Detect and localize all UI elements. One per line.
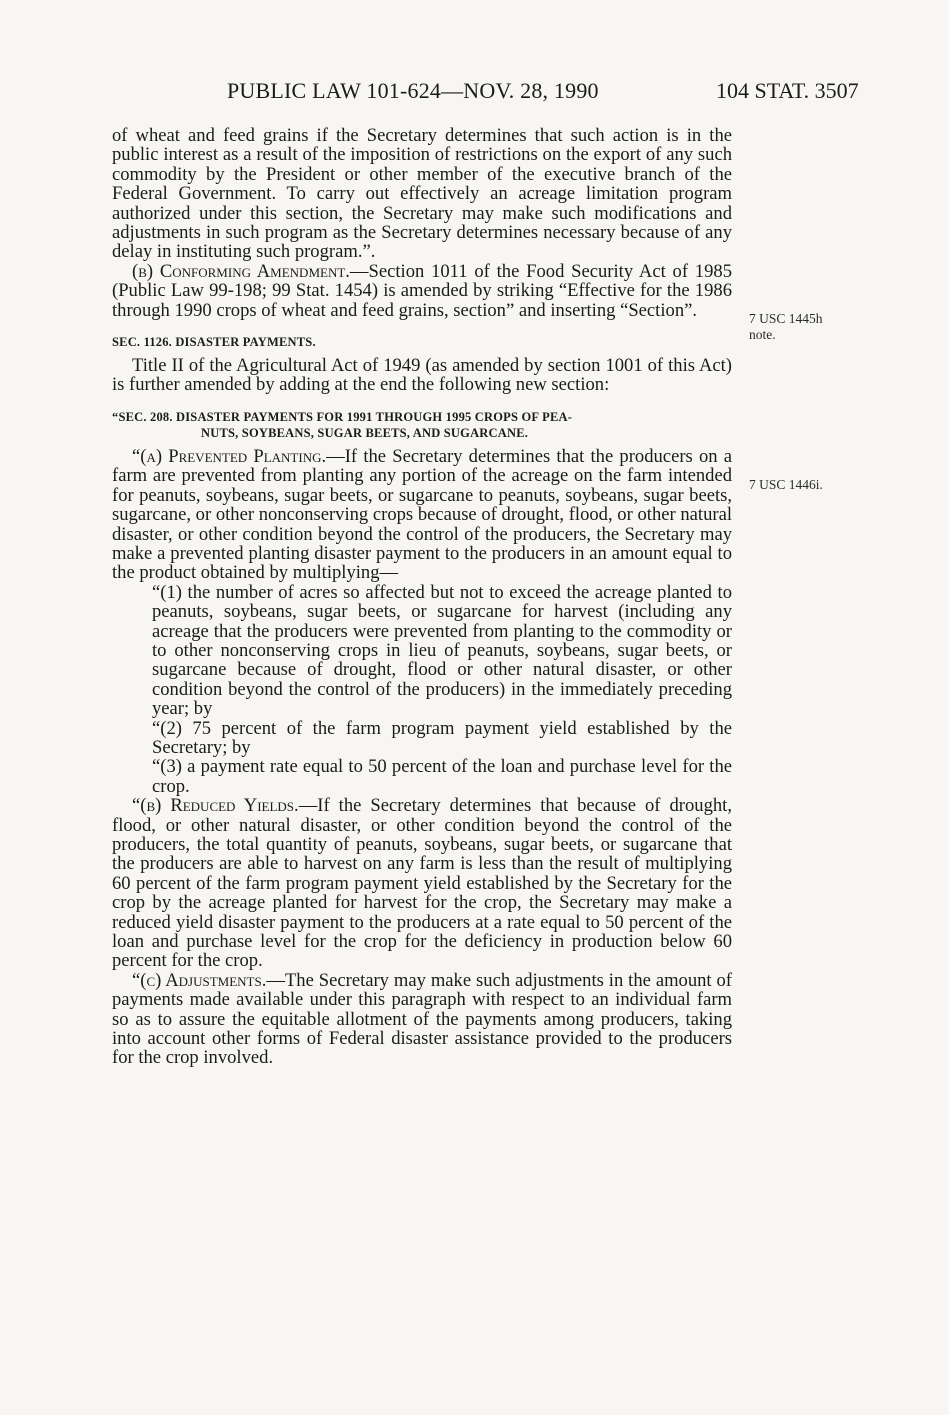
paragraph-item-2: “(2) 75 percent of the farm program payment yield established by the Secretary; by [152,717,732,758]
paragraph-conforming-amendment [112,262,732,320]
subsection-label: “(a) Prevented Planting. [132,445,327,467]
paragraph-title-ii-amendment: Title II of the Agricultural Act of 1949 (as amended by section 1001 of this Act) is further amended by adding at the end the following new section: [112,355,732,396]
margin-note-line: 7 USC 1445h [749,311,823,326]
margin-note-usc-1445h [749,311,823,343]
paragraph-item-1: “(1) the number of acres so affected but not to exceed the acreage planted to peanuts, soybeans, sugar beets, or sugarcane for harvest (including any acreage that the producers were prevented from planting to the commodity or to other nonconserving crops in lieu of peanuts, soybeans, sugar beets, or sugarcane because of drought, flood or other natural disaster, or other condition beyond the control of the producers) in the immediately preceding year; by [152,581,732,720]
section-208-heading-line1: “SEC. 208. DISASTER PAYMENTS FOR 1991 THROUGH 1995 CROPS OF PEA- [112,409,573,424]
subsection-label: “(b) Reduced Yields. [132,795,299,817]
subsection-c-adjustments [112,971,732,1068]
body-text-column [112,126,732,1068]
subsection-text: —If the Secretary determines that the producers on a farm are prevented from planting any portion of the acreage on the farm intended for peanuts, soybeans, sugar beets, or sugarcane to peanuts, soybeans, sugar beets, sugarcane, or other nonconserving crops because of drought, flood, or other natural disaster, or other condition beyond the control of the producers, the Secretary may make a prevented planting disaster payment to the producers in an amount equal to the product obtained by multiplying— [112,445,733,584]
subsection-label: “(c) Adjustments. [132,969,267,991]
paragraph-item-3: “(3) a payment rate equal to 50 percent of the loan and purchase level for the crop. [152,756,732,797]
subsection-text: —If the Secretary determines that because of drought, flood, or other natural disaster, or other condition beyond the control of the producers, the total quantity of peanuts, soybeans, sugar beets, or sugarcane that the producers are able to harvest on any farm is less than the result of multiplying 60 percent of the farm program payment yield established by the Secretary for the crop by the acreage planted for harvest for the crop, the Secretary may make a reduced yield disaster payment to the producers at a rate equal to 50 percent of the loan and purchase level for the crop for the deficiency in production below 60 percent for the crop. [112,795,732,972]
paragraph-continuation: of wheat and feed grains if the Secretary determines that such action is in the public interest as a result of the imposition of restrictions on the export of any such commodity by the President or other member of the executive branch of the Federal Government. To carry out effectively an acreage limitation program authorized under this section, the Secretary may make such modifications and adjustments in such program as the Secretary determines necessary because of any delay in instituting such program.”. [112,125,732,263]
section-208-heading [112,409,732,441]
subsection-a-prevented-planting [112,447,732,583]
margin-note-line: note. [749,327,776,342]
subsection-label: (b) Conforming Amendment. [132,260,350,282]
subsection-text: —The Secretary may make such adjustments in the amount of payments made available under this paragraph with respect to an individual farm so as to assure the equitable allotment of the payments among producers, taking into account other forms of Federal disaster assistance provided to the producers for the crop involved. [112,969,732,1069]
page-header-stat: 104 STAT. 3507 [716,78,859,103]
section-208-heading-line2: NUTS, SOYBEANS, SUGAR BEETS, AND SUGARCANE. [201,425,529,440]
margin-note-usc-1446i: 7 USC 1446i. [749,477,823,492]
subsection-b-reduced-yields [112,796,732,971]
page-header-title: PUBLIC LAW 101-624—NOV. 28, 1990 [227,78,599,103]
section-1126-heading: SEC. 1126. DISASTER PAYMENTS. [112,335,316,350]
subsection-text: —Section 1011 of the Food Security Act of 1985 (Public Law 99-198; 99 Stat. 1454) is amended by striking “Effective for the 1986 through 1990 crops of wheat and feed grains, section” and inserting “Section”. [112,260,732,321]
